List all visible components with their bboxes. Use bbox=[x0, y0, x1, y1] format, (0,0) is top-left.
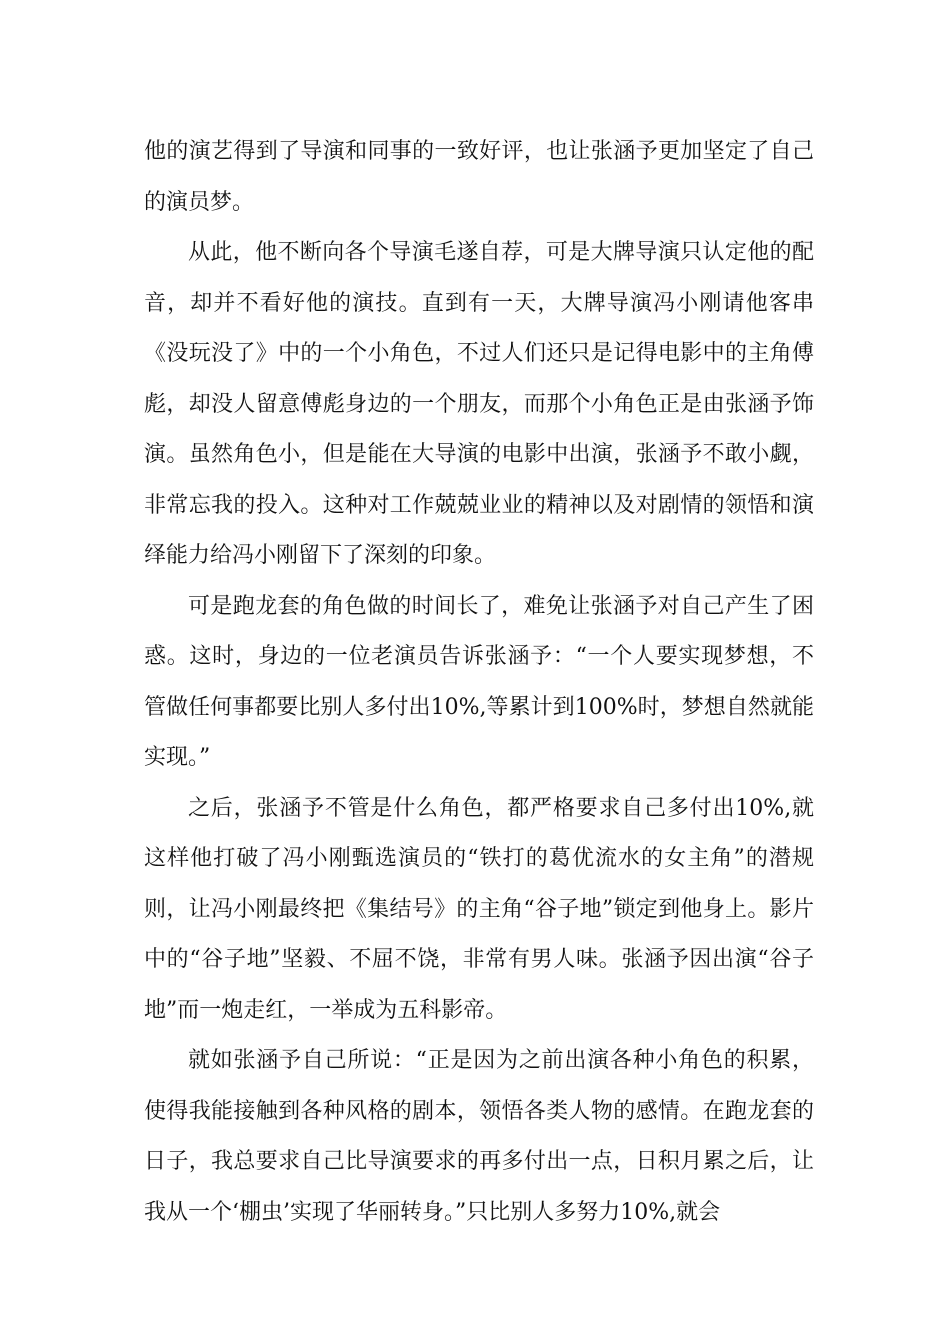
paragraph-4: 之后，张涵予不管是什么角色，都严格要求自己多付出10%,就这样他打破了冯小刚甄选演员的“铁打的葛优流水的女主角”的潜规则，让冯小刚最终把《集结号》的主角“谷子地”锁定到他身上。影片中的“谷子地”坚毅、不屈不饶，非常有男人味。张涵予因出演“谷子地”而一炮走红，一举成为五科影帝。 bbox=[144, 795, 814, 1023]
paragraph-2: 从此，他不断向各个导演毛遂自荐，可是大牌导演只认定他的配音，却并不看好他的演技。直到有一天，大牌导演冯小刚请他客串《没玩没了》中的一个小角色，不过人们还只是记得电影中的主角傅彪，却没人留意傅彪身边的一个朋友，而那个小角色正是由张涵予饰演。虽然角色小，但是能在大导演的电影中出演，张涵予不敢小觑，非常忘我的投入。这种对工作兢兢业业的精神以及对剧情的领悟和演绎能力给冯小刚留下了深刻的印象。 bbox=[144, 240, 814, 568]
paragraph-5: 就如张涵予自己所说：“正是因为之前出演各种小角色的积累，使得我能接触到各种风格的剧本，领悟各类人物的感情。在跑龙套的日子，我总要求自己比导演要求的再多付出一点，日积月累之后，让我从一个‘棚虫’实现了华丽转身。”只比别人多努力10%,就会 bbox=[144, 1048, 814, 1225]
paragraph-1: 他的演艺得到了导演和同事的一致好评，也让张涵予更加坚定了自己的演员梦。 bbox=[144, 139, 814, 215]
paragraph-3: 可是跑龙套的角色做的时间长了，难免让张涵予对自己产生了困惑。这时，身边的一位老演员告诉张涵予：“一个人要实现梦想，不管做任何事都要比别人多付出10%,等累计到100%时，梦想自然就能实现。” bbox=[144, 593, 814, 770]
body-text bbox=[144, 127, 814, 1238]
